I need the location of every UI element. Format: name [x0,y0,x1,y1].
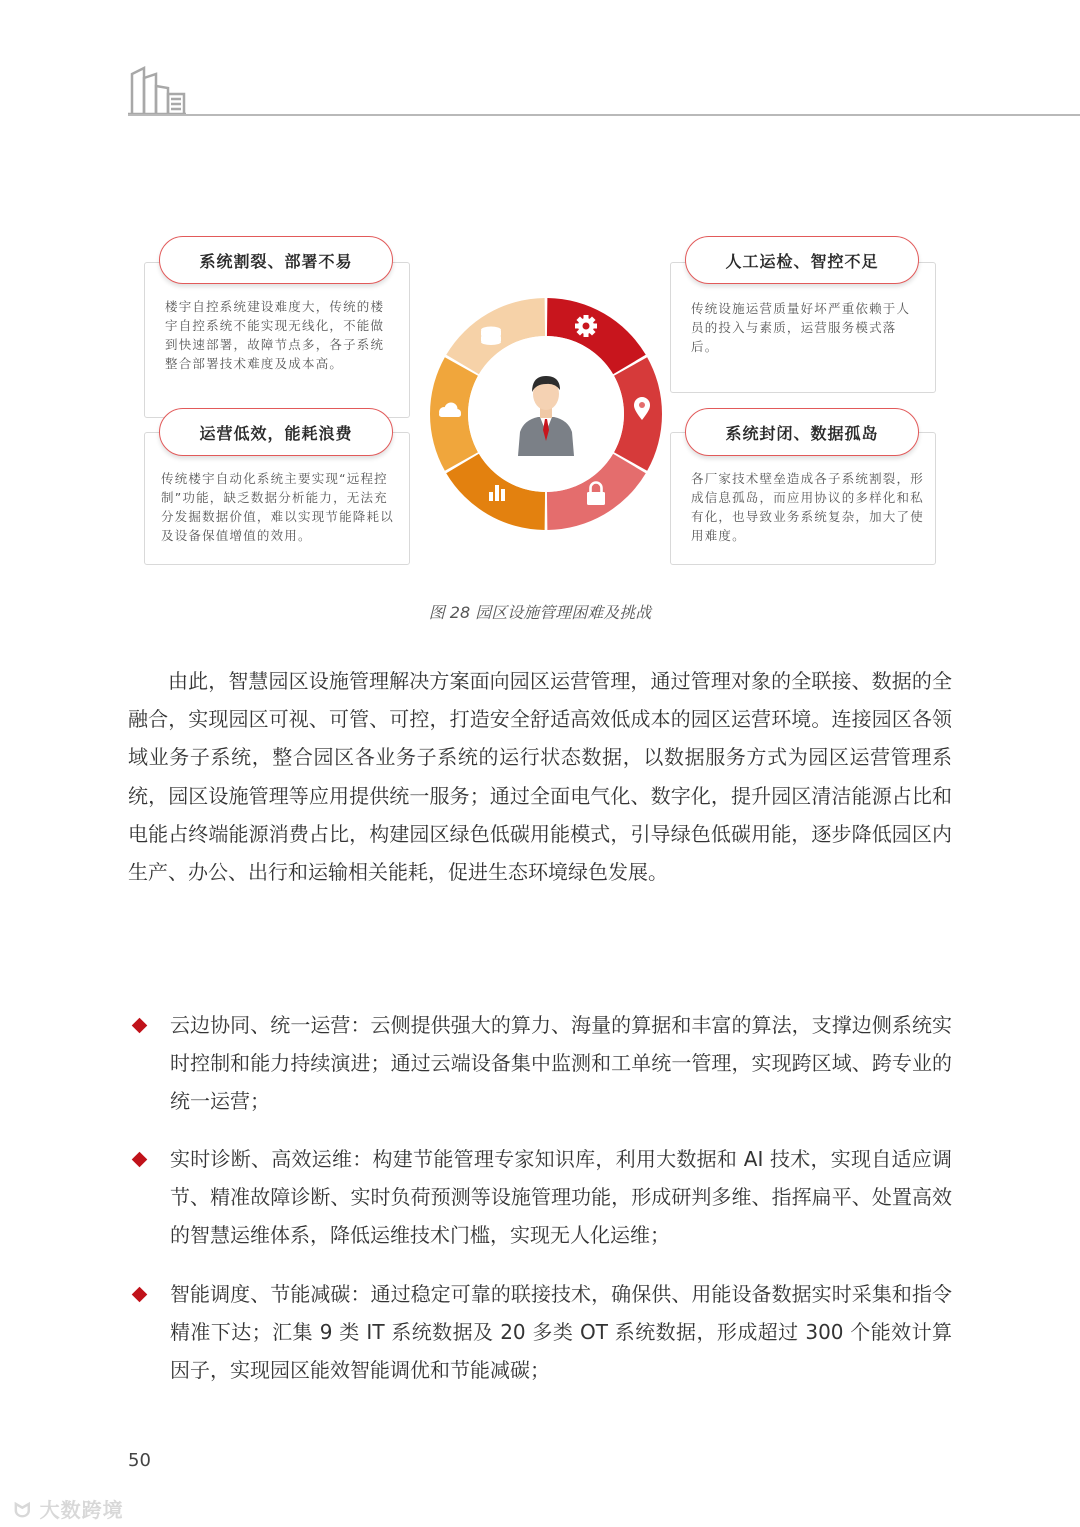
coins-icon [481,327,501,346]
challenge-card-title: 系统割裂、部署不易 [159,236,393,284]
diamond-bullet-icon [132,1018,148,1034]
page-number: 50 [128,1450,151,1471]
bullet-text: 云边协同、统一运营：云侧提供强大的算力、海量的算据和丰富的算法，支撑边侧系统实时控制和能力持续演进；通过云端设备集中监测和工单统一管理，实现跨区域、跨专业的统一运营； [170,1013,952,1114]
challenge-ring-diagram [428,296,664,532]
challenge-card-text: 各厂家技术壁垒造成各子系统割裂，形成信息孤岛，而应用协议的多样化和私有化，也导致业务系统复杂，加大了使用难度。 [691,471,924,543]
challenge-card-text: 传统设施运营质量好坏严重依赖于人员的投入与素质，运营服务模式落后。 [691,301,911,354]
diamond-bullet-icon [132,1287,148,1303]
gear-icon [575,315,597,337]
challenge-card-1 [144,262,410,418]
building-logo-icon [128,64,190,116]
watermark-text: 大数跨境 [39,1498,124,1522]
challenge-card-title: 运营低效，能耗浪费 [159,408,393,456]
watermark-logo-icon: ᗢ [14,1498,40,1522]
figure-caption: 图 28 园区设施管理困难及挑战 [428,603,652,622]
challenge-card-text: 楼宇自控系统建设难度大，传统的楼宇自控系统不能实现无线化，不能做到快速部署，故障节点多，各子系统整合部署技术难度及成本高。 [165,299,385,371]
watermark [14,1494,124,1523]
header-rule [128,114,1080,116]
diamond-bullet-icon [132,1152,148,1168]
challenge-card-title: 系统封闭、数据孤岛 [685,408,919,456]
challenge-card-text: 传统楼宇自动化系统主要实现“远程控制”功能，缺乏数据分析能力，无法充分发掘数据价值，难以实现节能降耗以及设备保值增值的效用。 [161,471,394,543]
challenge-card-title: 人工运检、智控不足 [685,236,919,284]
bullet-text: 智能调度、节能减碳：通过稳定可靠的联接技术，确保供、用能设备数据实时采集和指令精准下达；汇集 9 类 IT 系统数据及 20 多类 OT 系统数据，形成超过 300 个能效计算因子，实现园区能效智能调优和节能减碳； [170,1282,952,1383]
body-paragraph: 由此，智慧园区设施管理解决方案面向园区运营管理，通过管理对象的全联接、数据的全融合，实现园区可视、可管、可控，打造安全舒适高效低成本的园区运营环境。连接园区各领域业务子系统，整合园区各业务子系统的运行状态数据，以数据服务方式为园区运营管理系统，园区设施管理等应用提供统一服务；通过全面电气化、数字化，提升园区清洁能源占比和电能占终端能源消费占比，构建园区绿色低碳用能模式，引导绿色低碳用能，逐步降低园区内生产、办公、出行和运输相关能耗，促进生态环境绿色发展。 [128,669,952,885]
bullet-text: 实时诊断、高效运维：构建节能管理专家知识库，利用大数据和 AI 技术，实现自适应调节、精准故障诊断、实时负荷预测等设施管理功能，形成研判多维、指挥扁平、处置高效的智慧运维体系，降低运维技术门槛，实现无人化运维； [170,1147,952,1248]
